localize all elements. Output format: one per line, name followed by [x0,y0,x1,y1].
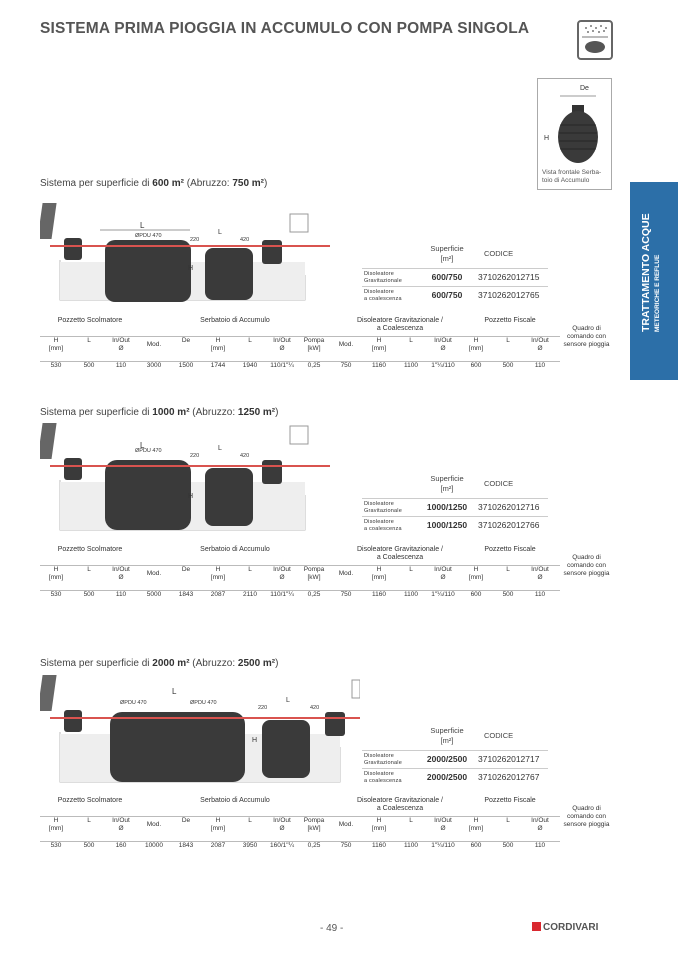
table-cell: 530 [50,591,62,598]
table-cell: 1"¼/110 [431,362,455,369]
spec-row: Disoleatore a coalescenza 600/750 3710262012765 [362,286,548,302]
page-number: - 49 - [320,923,344,934]
table-cell: 530 [50,362,62,369]
table-col-header: In/Out [531,566,549,573]
table-cell: 110 [115,362,127,369]
table-cell: 600 [470,362,482,369]
superficie-header: Superficie [m²] [430,244,464,263]
table-cell: 500 [502,362,514,369]
table-unit-header: Ø [440,574,446,581]
table-col-header: In/Out [434,817,452,824]
front-view-caption: Vista frontale Serba- toio di Accumulo [542,169,602,184]
table-cell: 500 [83,362,95,369]
spec-row: Disoleatore Gravitazionale 1000/1250 3710262012716 [362,498,548,514]
table-group-header: Pozzetto Scolmatore [57,317,123,324]
table-cell: 500 [502,842,514,849]
table-col-header: H [53,817,59,824]
spec-row: Disoleatore a coalescenza 1000/1250 3710262012766 [362,516,548,532]
section-title: Sistema per superficie di 600 m² (Abruzzo: 750 m²) [40,178,268,189]
table-cell: 750 [340,591,352,598]
table-col-header: De [181,566,191,573]
table-unit-header: [mm] [468,574,484,581]
table-unit-header: Ø [279,345,285,352]
table-col-header: H [53,337,59,344]
section-title: Sistema per superficie di 2000 m² (Abruzzo: 2500 m²) [40,658,279,669]
table-cell: 3000 [146,362,162,369]
table-unit-header: [kW] [307,825,321,832]
table-cell: 500 [83,591,95,598]
table-col-header: Pompa [303,337,325,344]
front-view-de-label: De [580,85,589,92]
table-unit-header: Ø [279,574,285,581]
table-col-header: In/Out [112,337,130,344]
table-group-header: Serbatoio di Accumulo [200,317,270,324]
table-cell: 0,25 [307,591,321,598]
table-col-header: H [215,566,221,573]
table-cell: 1"¼/110 [431,591,455,598]
svg-text:L: L [172,687,177,696]
svg-text:L: L [286,697,290,704]
table-cell: 0,25 [307,362,321,369]
table-unit-header: Ø [537,574,543,581]
category-side-tab [630,182,678,380]
table-cell: 1843 [178,842,194,849]
table-unit-header: Ø [537,345,543,352]
table-col-header: L [248,337,252,344]
table-group-header: Pozzetto Fiscale [484,797,536,804]
table-unit-header: Ø [440,825,446,832]
table-group-header: Serbatoio di Accumulo [200,797,270,804]
table-cell: 750 [340,842,352,849]
svg-text:L: L [218,445,222,452]
table-col-header: H [473,817,479,824]
table-col-header: L [506,337,510,344]
table-col-header: L [409,566,413,573]
quadro-header: Quadro di comando con sensore pioggia [563,325,610,348]
table-cell: 500 [502,591,514,598]
table-col-header: H [215,337,221,344]
svg-text:420: 420 [310,705,320,711]
table-col-header: L [506,566,510,573]
table-group-header: Pozzetto Fiscale [484,546,536,553]
table-cell: 10000 [144,842,164,849]
svg-text:ØPDU 470: ØPDU 470 [135,448,162,454]
front-view-inset [537,78,612,190]
table-cell: 530 [50,842,62,849]
diagram-l2-label: L [218,229,222,236]
svg-text:H: H [252,737,258,744]
svg-text:ØPDU 470: ØPDU 470 [120,700,147,706]
table-group-header: Pozzetto Scolmatore [57,546,123,553]
table-cell: 1100 [404,591,418,598]
table-unit-header: [kW] [307,345,321,352]
table-unit-header: [mm] [371,345,387,352]
table-cell: 1500 [178,362,194,369]
table-col-header: Mod. [146,821,162,828]
spec-row: Disoleatore Gravitazionale 2000/2500 3710262012717 [362,750,548,766]
table-cell: 110 [534,591,546,598]
table-cell: 2087 [210,842,226,849]
table-cell: 1744 [210,362,226,369]
table-cell: 2110 [243,591,257,598]
table-col-header: L [248,817,252,824]
table-unit-header: Ø [537,825,543,832]
table-unit-header: [mm] [210,825,226,832]
table-cell: 1100 [404,362,418,369]
table-col-header: L [87,566,91,573]
side-tab-sub-label: METEORICHE E REFLUE [654,254,661,332]
system-diagram [40,672,360,792]
svg-text:ØPDU 470: ØPDU 470 [190,700,217,706]
table-cell: 110/1"¼ [270,362,294,369]
table-col-header: Mod. [338,570,354,577]
table-cell: 600 [470,591,482,598]
table-unit-header: Ø [118,825,124,832]
diagram-pdu-label: ØPDU 470 [135,233,162,239]
table-unit-header: Ø [440,345,446,352]
table-col-header: Mod. [338,821,354,828]
table-group-header: Pozzetto Scolmatore [57,797,123,804]
diagram-420-label: 420 [240,237,250,243]
table-cell: 500 [83,842,95,849]
table-col-header: Pompa [303,817,325,824]
table-cell: 1160 [372,362,386,369]
table-unit-header: [mm] [468,345,484,352]
table-col-header: De [181,817,191,824]
table-cell: 2087 [210,591,226,598]
table-unit-header: [mm] [48,574,64,581]
table-group-header: Serbatoio di Accumulo [200,546,270,553]
brand-name: CORDIVARI [543,922,599,933]
table-col-header: H [376,337,382,344]
table-col-header: In/Out [273,566,291,573]
table-unit-header: [mm] [48,825,64,832]
table-col-header: H [473,566,479,573]
table-cell: 3950 [242,842,258,849]
table-col-header: L [248,566,252,573]
quadro-header: Quadro di comando con sensore pioggia [563,805,610,828]
spec-row: Disoleatore a coalescenza 2000/2500 3710262012767 [362,768,548,784]
tank-front-illustration [552,93,602,169]
brand-logo [532,922,598,933]
table-unit-header: [mm] [210,574,226,581]
table-unit-header: [mm] [48,345,64,352]
table-col-header: Mod. [146,341,162,348]
table-col-header: L [409,817,413,824]
table-col-header: In/Out [273,337,291,344]
table-cell: 110 [534,362,546,369]
svg-text:H: H [188,493,194,500]
table-cell: 1940 [242,362,258,369]
diagram-l-label: L [140,221,145,230]
table-cell: 600 [470,842,482,849]
table-cell: 110 [534,842,546,849]
table-unit-header: [mm] [210,345,226,352]
page-title: SISTEMA PRIMA PIOGGIA IN ACCUMULO CON POMPA SINGOLA [40,20,530,37]
table-col-header: In/Out [273,817,291,824]
table-col-header: In/Out [434,566,452,573]
front-view-h-label: H [544,135,550,142]
table-col-header: In/Out [434,337,452,344]
table-group-header: Disoleatore Gravitazionale / a Coalescenza [357,317,443,332]
table-cell: 160/1"¼ [270,842,294,849]
table-cell: 160 [115,842,127,849]
table-col-header: H [215,817,221,824]
table-cell: 1160 [372,842,386,849]
section-title: Sistema per superficie di 1000 m² (Abruzzo: 1250 m²) [40,407,279,418]
table-group-header: Disoleatore Gravitazionale / a Coalescenza [357,797,443,812]
table-cell: 1160 [372,591,386,598]
table-col-header: In/Out [531,337,549,344]
table-col-header: L [409,337,413,344]
table-col-header: In/Out [112,817,130,824]
svg-text:420: 420 [240,453,250,459]
system-diagram [40,200,330,313]
table-col-header: Mod. [338,341,354,348]
side-tab-main-label: TRATTAMENTO ACQUE [640,213,652,332]
codice-header: CODICE [484,249,514,258]
table-col-header: Mod. [146,570,162,577]
system-diagram [40,420,330,540]
table-col-header: H [473,337,479,344]
table-col-header: L [87,337,91,344]
table-unit-header: [kW] [307,574,321,581]
diagram-h-label: H [188,265,194,272]
table-col-header: L [87,817,91,824]
table-cell: 750 [340,362,352,369]
table-unit-header: Ø [118,345,124,352]
table-cell: 1100 [404,842,418,849]
brand-icon [532,922,541,931]
table-col-header: De [181,337,191,344]
table-cell: 110 [115,591,127,598]
table-col-header: Pompa [303,566,325,573]
table-cell: 1843 [178,591,194,598]
table-group-header: Pozzetto Fiscale [484,317,536,324]
table-col-header: In/Out [112,566,130,573]
table-col-header: In/Out [531,817,549,824]
quadro-header: Quadro di comando con sensore pioggia [563,554,610,577]
table-col-header: L [506,817,510,824]
rain-tank-icon [577,20,613,60]
table-cell: 110/1"¼ [270,591,294,598]
table-col-header: H [376,817,382,824]
table-col-header: H [53,566,59,573]
table-unit-header: Ø [118,574,124,581]
table-unit-header: Ø [279,825,285,832]
table-cell: 5000 [146,591,162,598]
spec-row: Disoleatore Gravitazionale 600/750 3710262012715 [362,268,548,284]
table-group-header: Disoleatore Gravitazionale / a Coalescenza [357,546,443,561]
table-cell: 1"¼/110 [431,842,455,849]
table-unit-header: [mm] [371,825,387,832]
table-unit-header: [mm] [371,574,387,581]
svg-text:220: 220 [258,705,268,711]
table-cell: 0,25 [307,842,321,849]
svg-text:L: L [140,441,145,450]
svg-text:220: 220 [190,453,200,459]
diagram-220-label: 220 [190,237,200,243]
table-col-header: H [376,566,382,573]
table-unit-header: [mm] [468,825,484,832]
